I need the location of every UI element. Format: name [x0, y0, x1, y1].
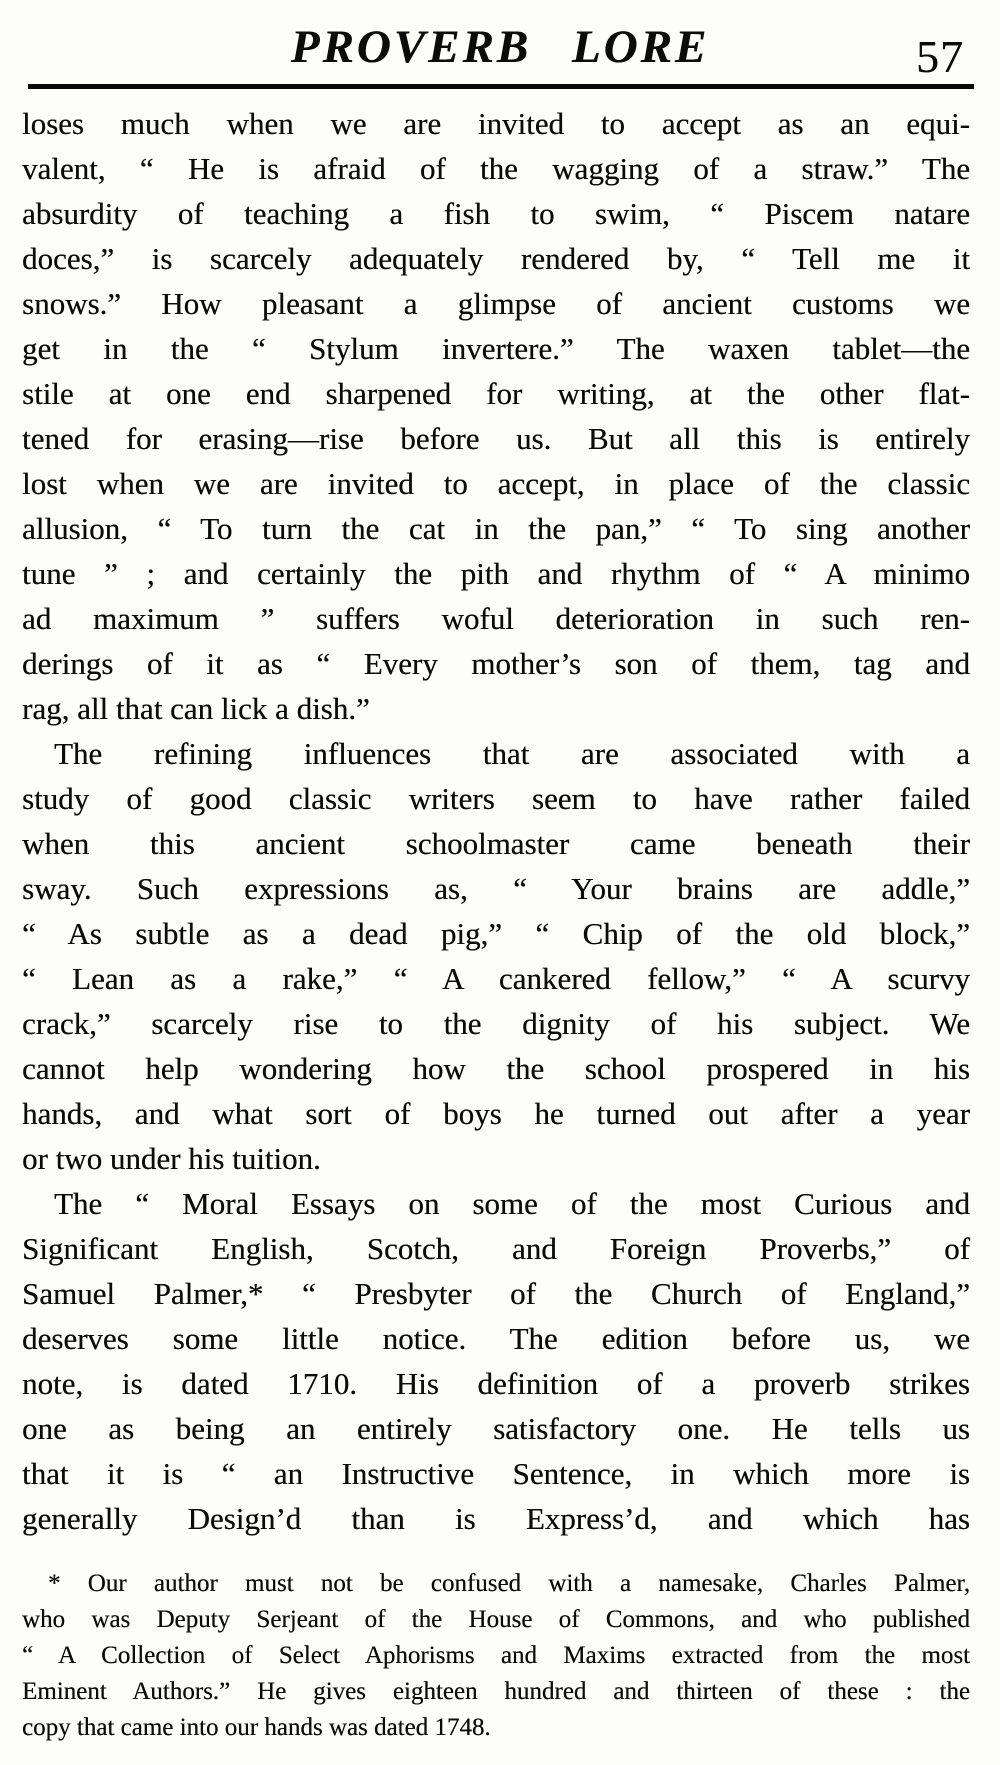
paragraph: [22, 101, 970, 731]
page-body: [22, 101, 970, 1541]
page-title: PROVERB LORE: [290, 21, 710, 73]
footnote-line: Eminent Authors.” He gives eighteen hundred and thirteen of these : the: [22, 1678, 970, 1705]
text-line: cannot help wondering how the school prospered in his: [22, 1051, 970, 1086]
text-line: Samuel Palmer,* “ Presbyter of the Church of England,”: [22, 1276, 970, 1311]
text-line: hands, and what sort of boys he turned out after a year: [22, 1096, 970, 1131]
text-line: crack,” scarcely rise to the dignity of his subject. We: [22, 1006, 970, 1041]
text-line: when this ancient schoolmaster came beneath their: [22, 826, 970, 861]
footnote-line: * Our author must not be confused with a namesake, Charles Palmer,: [48, 1570, 970, 1597]
paragraph: [22, 731, 970, 1181]
text-line: derings of it as “ Every mother’s son of them, tag and: [22, 646, 970, 681]
page-number: 57: [916, 31, 964, 82]
text-line: sway. Such expressions as, “ Your brains are addle,”: [22, 871, 970, 906]
text-line: Significant English, Scotch, and Foreign Proverbs,” of: [22, 1231, 970, 1266]
text-line: “ As subtle as a dead pig,” “ Chip of the old block,”: [22, 916, 970, 951]
text-line: The refining influences that are associated with a: [54, 736, 970, 771]
text-line: lost when we are invited to accept, in place of the classic: [22, 466, 970, 501]
text-line: stile at one end sharpened for writing, at the other flat-: [22, 376, 970, 411]
text-line: snows.” How pleasant a glimpse of ancient customs we: [22, 286, 970, 321]
text-line: “ Lean as a rake,” “ A cankered fellow,” “ A scurvy: [22, 961, 970, 996]
text-line: study of good classic writers seem to have rather failed: [22, 781, 970, 816]
header-rule: [28, 84, 974, 89]
footnote-line: who was Deputy Serjeant of the House of Commons, and who published: [22, 1606, 970, 1633]
text-line: note, is dated 1710. His definition of a proverb strikes: [22, 1366, 970, 1401]
footnote: [22, 1566, 970, 1746]
text-line: one as being an entirely satisfactory one. He tells us: [22, 1411, 970, 1446]
text-line: tened for erasing—rise before us. But all this is entirely: [22, 421, 970, 456]
text-line: generally Design’d than is Express’d, and which has: [22, 1501, 970, 1536]
footnote-line: copy that came into our hands was dated 1748.: [22, 1714, 491, 1741]
text-line: doces,” is scarcely adequately rendered by, “ Tell me it: [22, 241, 970, 276]
text-line: deserves some little notice. The edition before us, we: [22, 1321, 970, 1356]
text-line: absurdity of teaching a fish to swim, “ Piscem natare: [22, 196, 970, 231]
text-line: that it is “ an Instructive Sentence, in which more is: [22, 1456, 970, 1491]
paragraph: [22, 1181, 970, 1541]
text-line: allusion, “ To turn the cat in the pan,” “ To sing another: [22, 511, 970, 546]
text-line: get in the “ Stylum invertere.” The waxen tablet—the: [22, 331, 970, 366]
text-line: The “ Moral Essays on some of the most Curious and: [54, 1186, 970, 1221]
text-line: loses much when we are invited to accept as an equi-: [22, 106, 970, 141]
text-line: ad maximum ” suffers woful deterioration in such ren-: [22, 601, 970, 636]
text-line: valent, “ He is afraid of the wagging of a straw.” The: [22, 151, 970, 186]
text-line: or two under his tuition.: [22, 1141, 321, 1176]
footnote-line: “ A Collection of Select Aphorisms and Maxims extracted from the most: [22, 1642, 970, 1669]
running-header: [0, 14, 1000, 82]
text-line: tune ” ; and certainly the pith and rhythm of “ A minimo: [22, 556, 970, 591]
text-line: rag, all that can lick a dish.”: [22, 691, 370, 726]
